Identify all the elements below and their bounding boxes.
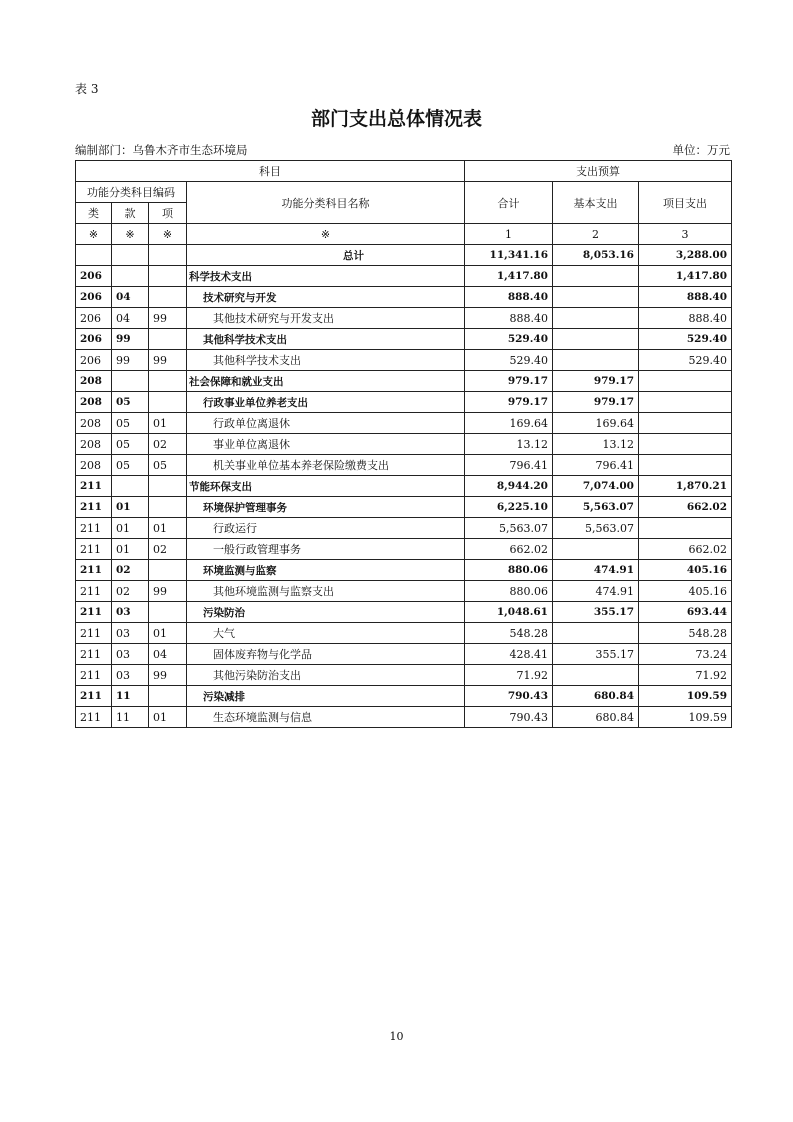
lei-cell: 211 bbox=[76, 602, 112, 623]
name-cell: 污染防治 bbox=[187, 602, 465, 623]
kuan-cell: 04 bbox=[112, 308, 149, 329]
page-title: 部门支出总体情况表 bbox=[310, 108, 482, 130]
name-cell: 机关事业单位基本养老保险缴费支出 bbox=[187, 455, 465, 476]
project-cell: 71.92 bbox=[639, 665, 732, 686]
total-cell: 529.40 bbox=[465, 350, 553, 371]
basic-cell: 5,563.07 bbox=[553, 518, 639, 539]
project-cell: 405.16 bbox=[639, 560, 732, 581]
xiang-cell: 99 bbox=[149, 665, 187, 686]
basic-cell: 355.17 bbox=[553, 602, 639, 623]
project-cell bbox=[639, 434, 732, 455]
table-row bbox=[76, 476, 732, 497]
lei-cell: 211 bbox=[76, 644, 112, 665]
xiang-cell: 01 bbox=[149, 413, 187, 434]
kuan-cell bbox=[112, 245, 149, 266]
project-cell: 662.02 bbox=[639, 539, 732, 560]
project-cell bbox=[639, 518, 732, 539]
project-cell: 693.44 bbox=[639, 602, 732, 623]
xiang-cell: 05 bbox=[149, 455, 187, 476]
lei-cell: 206 bbox=[76, 308, 112, 329]
name-cell: 总计 bbox=[187, 245, 465, 266]
header-row-2 bbox=[76, 182, 732, 203]
total-cell: 888.40 bbox=[465, 287, 553, 308]
total-cell: 662.02 bbox=[465, 539, 553, 560]
xiang-cell: 01 bbox=[149, 518, 187, 539]
total-cell: 11,341.16 bbox=[465, 245, 553, 266]
xiang-header: 项 bbox=[149, 203, 187, 224]
kuan-cell: 04 bbox=[112, 287, 149, 308]
kuan-cell: 01 bbox=[112, 497, 149, 518]
name-cell: 固体废弃物与化学品 bbox=[187, 644, 465, 665]
kuan-cell: 03 bbox=[112, 623, 149, 644]
lei-cell: 211 bbox=[76, 560, 112, 581]
kuan-cell: 03 bbox=[112, 644, 149, 665]
basic-cell bbox=[553, 287, 639, 308]
lei-cell: 211 bbox=[76, 518, 112, 539]
col-number-2: 2 bbox=[553, 224, 639, 245]
name-cell: 事业单位离退休 bbox=[187, 434, 465, 455]
name-header: 功能分类科目名称 bbox=[187, 182, 465, 224]
kuan-cell: 03 bbox=[112, 665, 149, 686]
table-row bbox=[76, 329, 732, 350]
project-cell: 109.59 bbox=[639, 707, 732, 728]
name-cell: 其他技术研究与开发支出 bbox=[187, 308, 465, 329]
lei-cell: 206 bbox=[76, 266, 112, 287]
basic-cell: 13.12 bbox=[553, 434, 639, 455]
basic-cell bbox=[553, 350, 639, 371]
unit-label: 单位：万元 bbox=[672, 143, 730, 157]
basic-cell: 680.84 bbox=[553, 686, 639, 707]
mark-cell: ※ bbox=[149, 224, 187, 245]
name-cell: 生态环境监测与信息 bbox=[187, 707, 465, 728]
basic-cell: 5,563.07 bbox=[553, 497, 639, 518]
lei-header: 类 bbox=[76, 203, 112, 224]
table-row bbox=[76, 707, 732, 728]
table-row bbox=[76, 350, 732, 371]
project-cell: 405.16 bbox=[639, 581, 732, 602]
total-cell: 529.40 bbox=[465, 329, 553, 350]
name-cell: 节能环保支出 bbox=[187, 476, 465, 497]
lei-cell: 208 bbox=[76, 455, 112, 476]
table-row bbox=[76, 413, 732, 434]
kuan-cell bbox=[112, 371, 149, 392]
xiang-cell bbox=[149, 497, 187, 518]
kuan-cell: 05 bbox=[112, 455, 149, 476]
xiang-cell: 02 bbox=[149, 434, 187, 455]
kuan-cell: 99 bbox=[112, 329, 149, 350]
project-cell: 662.02 bbox=[639, 497, 732, 518]
xiang-cell: 99 bbox=[149, 308, 187, 329]
lei-cell: 211 bbox=[76, 539, 112, 560]
basic-cell: 8,053.16 bbox=[553, 245, 639, 266]
xiang-cell: 01 bbox=[149, 707, 187, 728]
name-cell: 其他科学技术支出 bbox=[187, 329, 465, 350]
page-number: 10 bbox=[389, 1030, 404, 1043]
lei-cell: 211 bbox=[76, 623, 112, 644]
total-cell: 169.64 bbox=[465, 413, 553, 434]
lei-cell: 211 bbox=[76, 686, 112, 707]
project-cell bbox=[639, 371, 732, 392]
name-cell: 行政事业单位养老支出 bbox=[187, 392, 465, 413]
name-cell: 环境监测与监察 bbox=[187, 560, 465, 581]
xiang-cell bbox=[149, 476, 187, 497]
basic-cell bbox=[553, 308, 639, 329]
basic-cell bbox=[553, 266, 639, 287]
mark-cell: ※ bbox=[187, 224, 465, 245]
basic-cell bbox=[553, 623, 639, 644]
name-cell: 其他污染防治支出 bbox=[187, 665, 465, 686]
basic-cell: 474.91 bbox=[553, 560, 639, 581]
table-row bbox=[76, 392, 732, 413]
mark-cell: ※ bbox=[76, 224, 112, 245]
table-row bbox=[76, 665, 732, 686]
table-number: 表 3 bbox=[75, 82, 99, 96]
project-cell: 1,417.80 bbox=[639, 266, 732, 287]
total-cell: 71.92 bbox=[465, 665, 553, 686]
total-cell: 8,944.20 bbox=[465, 476, 553, 497]
total-cell: 979.17 bbox=[465, 371, 553, 392]
name-cell: 社会保障和就业支出 bbox=[187, 371, 465, 392]
lei-cell: 206 bbox=[76, 287, 112, 308]
meta-row bbox=[75, 142, 730, 158]
table-row bbox=[76, 497, 732, 518]
expenditure-table bbox=[75, 160, 732, 728]
table-row bbox=[76, 308, 732, 329]
kuan-cell: 01 bbox=[112, 539, 149, 560]
budget-header: 支出预算 bbox=[465, 161, 732, 182]
name-cell: 环境保护管理事务 bbox=[187, 497, 465, 518]
table-row bbox=[76, 455, 732, 476]
project-cell bbox=[639, 455, 732, 476]
project-cell: 1,870.21 bbox=[639, 476, 732, 497]
header-row-4 bbox=[76, 224, 732, 245]
basic-cell: 7,074.00 bbox=[553, 476, 639, 497]
basic-cell: 355.17 bbox=[553, 644, 639, 665]
basic-cell bbox=[553, 539, 639, 560]
basic-cell: 796.41 bbox=[553, 455, 639, 476]
lei-cell: 211 bbox=[76, 476, 112, 497]
name-cell: 行政单位离退休 bbox=[187, 413, 465, 434]
xiang-cell bbox=[149, 560, 187, 581]
kuan-cell bbox=[112, 476, 149, 497]
xiang-cell: 01 bbox=[149, 623, 187, 644]
total-cell: 796.41 bbox=[465, 455, 553, 476]
table-row bbox=[76, 518, 732, 539]
basic-cell bbox=[553, 329, 639, 350]
basic-cell: 474.91 bbox=[553, 581, 639, 602]
project-cell: 529.40 bbox=[639, 329, 732, 350]
kuan-cell bbox=[112, 266, 149, 287]
lei-cell: 211 bbox=[76, 581, 112, 602]
xiang-cell: 99 bbox=[149, 350, 187, 371]
table-row bbox=[76, 287, 732, 308]
basic-cell bbox=[553, 665, 639, 686]
total-cell: 790.43 bbox=[465, 686, 553, 707]
project-header: 项目支出 bbox=[639, 182, 732, 224]
kuan-cell: 11 bbox=[112, 707, 149, 728]
total-cell: 880.06 bbox=[465, 560, 553, 581]
xiang-cell bbox=[149, 371, 187, 392]
basic-cell: 979.17 bbox=[553, 392, 639, 413]
total-cell: 548.28 bbox=[465, 623, 553, 644]
table-row bbox=[76, 371, 732, 392]
kuan-cell: 99 bbox=[112, 350, 149, 371]
lei-cell: 208 bbox=[76, 413, 112, 434]
col-number-3: 3 bbox=[639, 224, 732, 245]
lei-cell: 211 bbox=[76, 707, 112, 728]
xiang-cell bbox=[149, 329, 187, 350]
kuan-cell: 02 bbox=[112, 581, 149, 602]
project-cell: 888.40 bbox=[639, 308, 732, 329]
name-cell: 其他科学技术支出 bbox=[187, 350, 465, 371]
kuan-cell: 03 bbox=[112, 602, 149, 623]
total-cell: 880.06 bbox=[465, 581, 553, 602]
kuan-header: 款 bbox=[112, 203, 149, 224]
xiang-cell bbox=[149, 266, 187, 287]
lei-cell: 208 bbox=[76, 392, 112, 413]
total-cell: 428.41 bbox=[465, 644, 553, 665]
kuan-cell: 02 bbox=[112, 560, 149, 581]
table-row bbox=[76, 539, 732, 560]
kuan-cell: 01 bbox=[112, 518, 149, 539]
total-cell: 888.40 bbox=[465, 308, 553, 329]
xiang-cell: 99 bbox=[149, 581, 187, 602]
name-cell: 污染减排 bbox=[187, 686, 465, 707]
mark-cell: ※ bbox=[112, 224, 149, 245]
lei-cell: 206 bbox=[76, 329, 112, 350]
project-cell: 109.59 bbox=[639, 686, 732, 707]
name-cell: 科学技术支出 bbox=[187, 266, 465, 287]
project-cell: 73.24 bbox=[639, 644, 732, 665]
name-cell: 其他环境监测与监察支出 bbox=[187, 581, 465, 602]
org-label: 编制部门：乌鲁木齐市生态环境局 bbox=[75, 143, 248, 157]
table-row bbox=[76, 623, 732, 644]
kuan-cell: 05 bbox=[112, 434, 149, 455]
lei-cell: 206 bbox=[76, 350, 112, 371]
code-group-header: 功能分类科目编码 bbox=[76, 182, 187, 203]
total-header: 合计 bbox=[465, 182, 553, 224]
project-cell bbox=[639, 392, 732, 413]
lei-cell bbox=[76, 245, 112, 266]
table-row bbox=[76, 434, 732, 455]
name-cell: 行政运行 bbox=[187, 518, 465, 539]
kuan-cell: 05 bbox=[112, 413, 149, 434]
lei-cell: 208 bbox=[76, 434, 112, 455]
header-row-1 bbox=[76, 161, 732, 182]
table-row bbox=[76, 581, 732, 602]
table-row bbox=[76, 644, 732, 665]
table-row bbox=[76, 560, 732, 581]
table-row bbox=[76, 245, 732, 266]
xiang-cell bbox=[149, 245, 187, 266]
lei-cell: 208 bbox=[76, 371, 112, 392]
name-cell: 一般行政管理事务 bbox=[187, 539, 465, 560]
project-cell: 888.40 bbox=[639, 287, 732, 308]
xiang-cell bbox=[149, 602, 187, 623]
total-cell: 13.12 bbox=[465, 434, 553, 455]
basic-header: 基本支出 bbox=[553, 182, 639, 224]
project-cell bbox=[639, 413, 732, 434]
col-number-1: 1 bbox=[465, 224, 553, 245]
total-cell: 6,225.10 bbox=[465, 497, 553, 518]
table-row bbox=[76, 686, 732, 707]
xiang-cell bbox=[149, 287, 187, 308]
xiang-cell bbox=[149, 392, 187, 413]
table-row bbox=[76, 602, 732, 623]
total-cell: 1,417.80 bbox=[465, 266, 553, 287]
total-cell: 790.43 bbox=[465, 707, 553, 728]
kuan-cell: 05 bbox=[112, 392, 149, 413]
project-cell: 3,288.00 bbox=[639, 245, 732, 266]
lei-cell: 211 bbox=[76, 497, 112, 518]
total-cell: 1,048.61 bbox=[465, 602, 553, 623]
subject-header: 科目 bbox=[76, 161, 465, 182]
kuan-cell: 11 bbox=[112, 686, 149, 707]
total-cell: 979.17 bbox=[465, 392, 553, 413]
basic-cell: 680.84 bbox=[553, 707, 639, 728]
project-cell: 529.40 bbox=[639, 350, 732, 371]
xiang-cell bbox=[149, 686, 187, 707]
name-cell: 技术研究与开发 bbox=[187, 287, 465, 308]
xiang-cell: 04 bbox=[149, 644, 187, 665]
total-cell: 5,563.07 bbox=[465, 518, 553, 539]
project-cell: 548.28 bbox=[639, 623, 732, 644]
basic-cell: 979.17 bbox=[553, 371, 639, 392]
name-cell: 大气 bbox=[187, 623, 465, 644]
basic-cell: 169.64 bbox=[553, 413, 639, 434]
table-row bbox=[76, 266, 732, 287]
xiang-cell: 02 bbox=[149, 539, 187, 560]
lei-cell: 211 bbox=[76, 665, 112, 686]
